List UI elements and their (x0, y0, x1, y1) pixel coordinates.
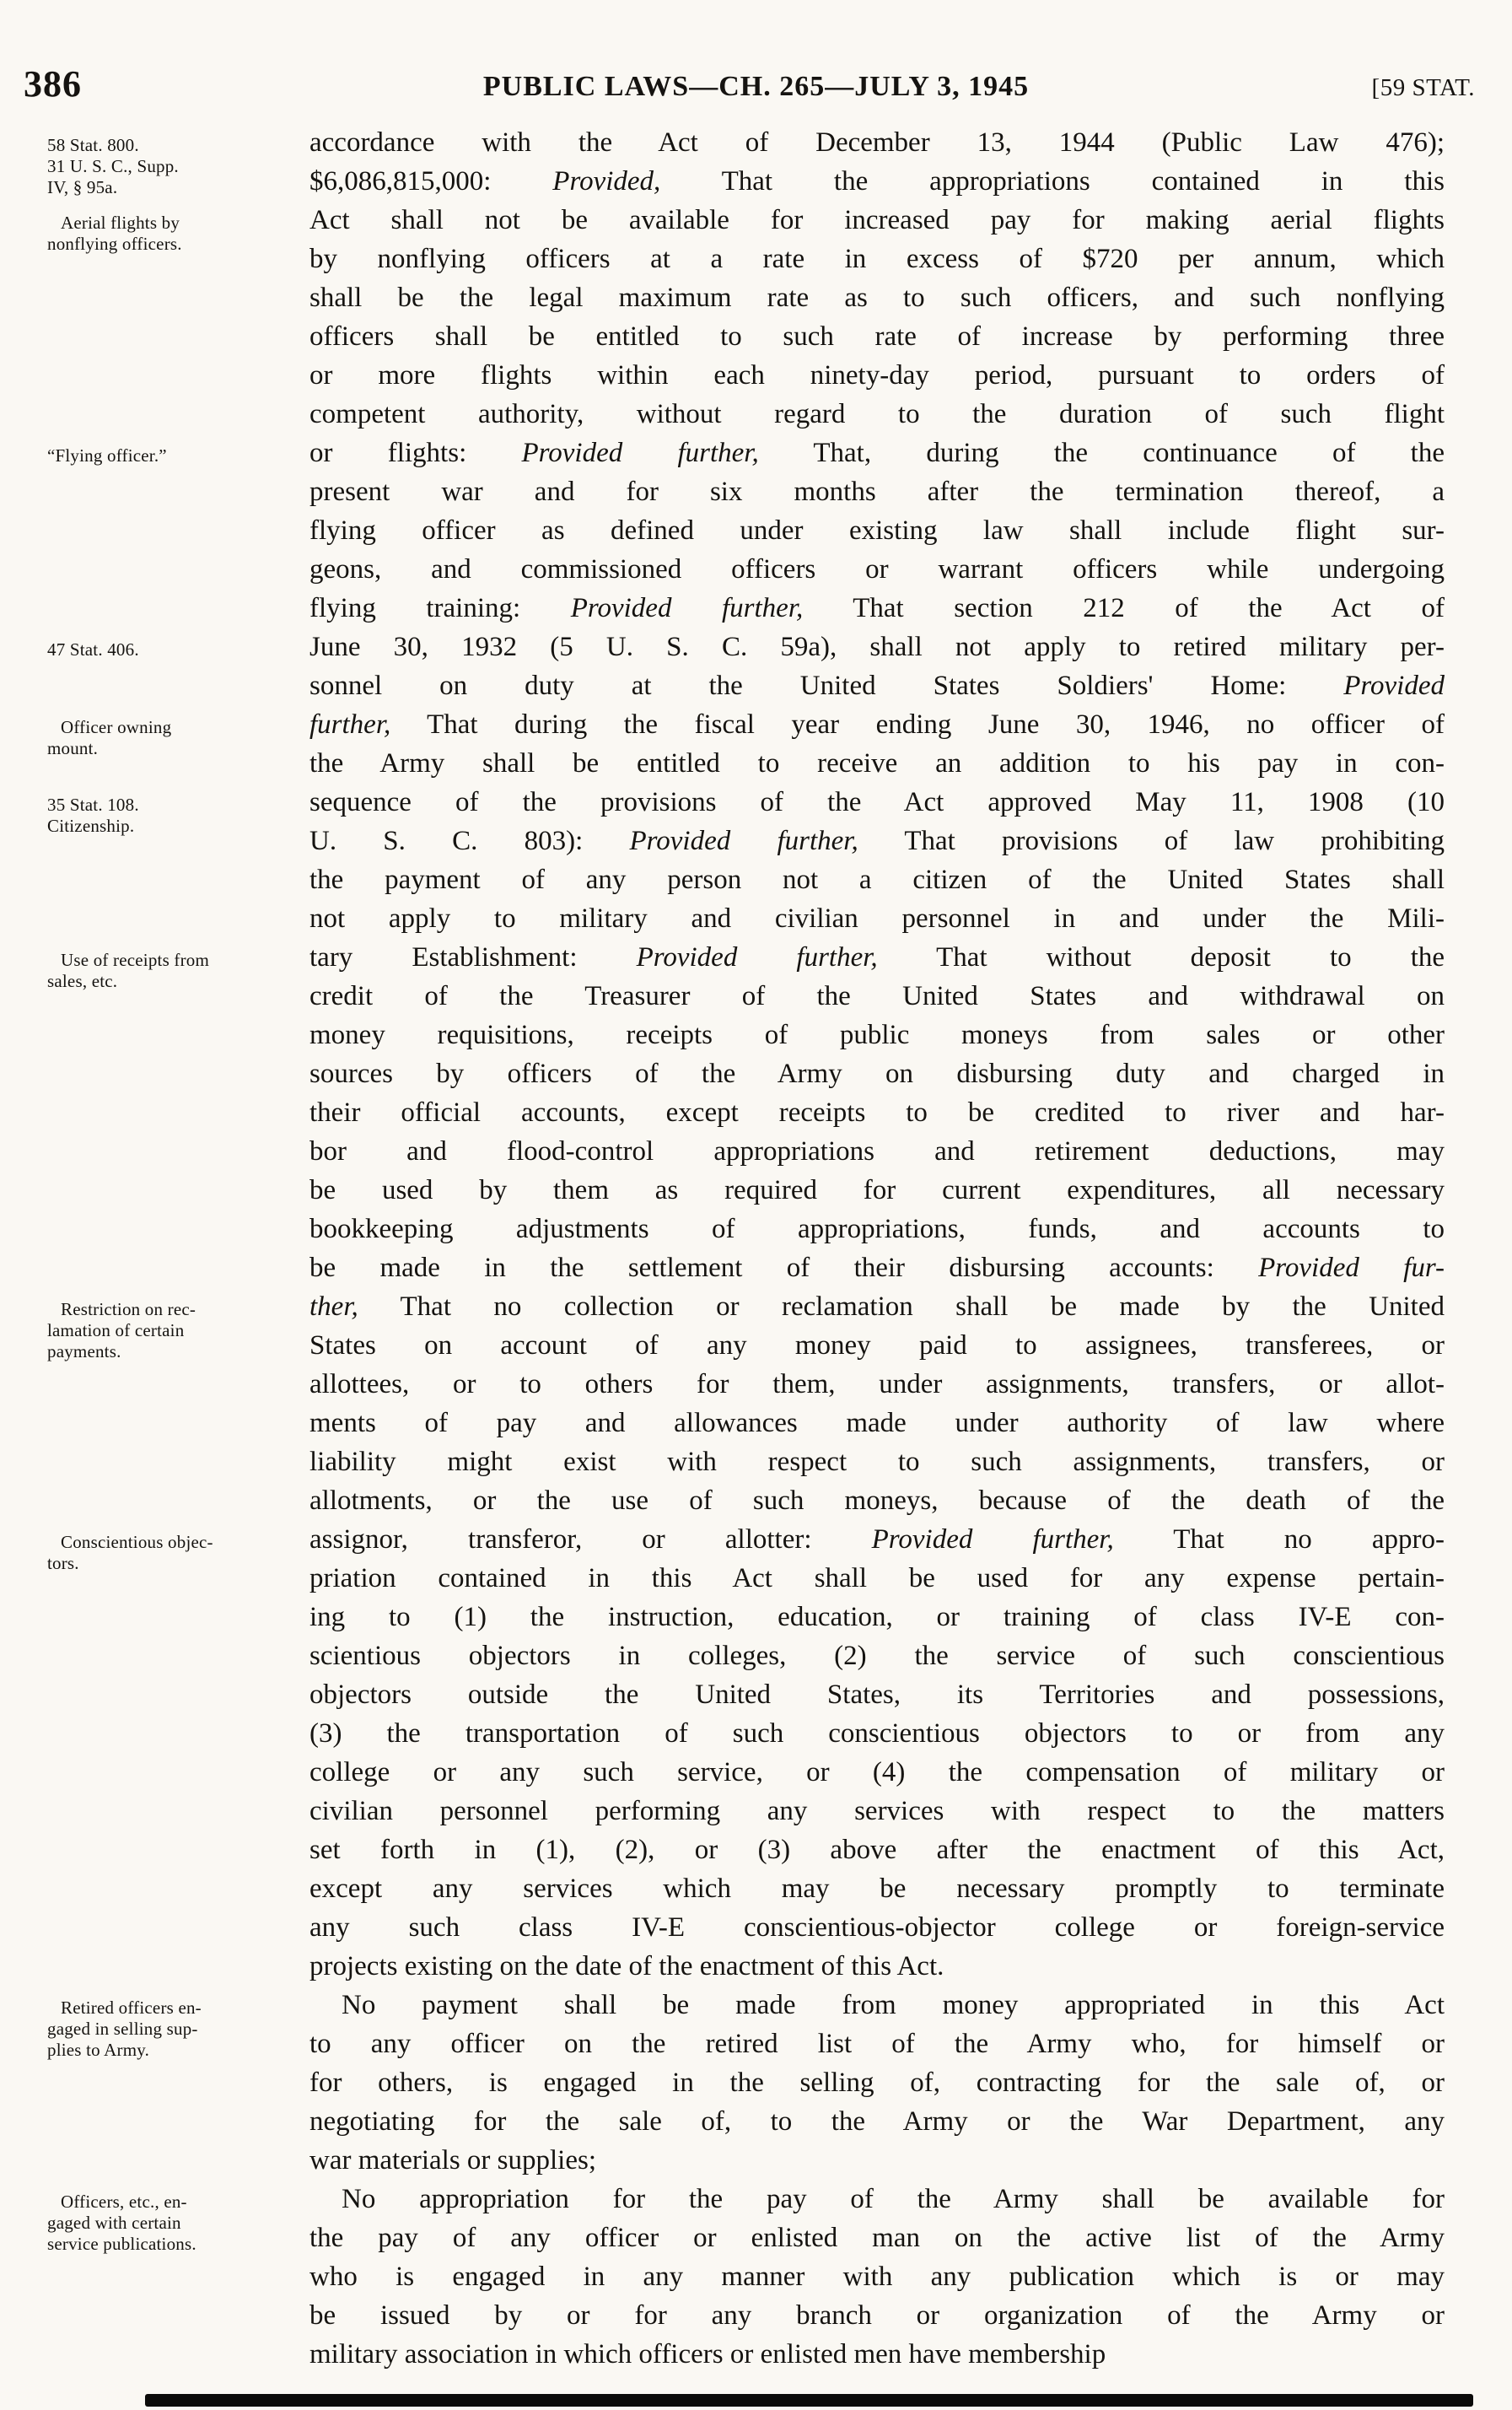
body-line: or more flights within each ninety-day period, pursuant to orders of (309, 360, 1445, 391)
body-line: not apply to military and civilian personnel in and under the Mili- (309, 903, 1445, 934)
scan-artifact-bar (145, 2394, 1473, 2407)
body-line: bor and flood-control appropriations and retirement deductions, may (309, 1136, 1445, 1167)
margin-note-line: gaged in selling sup- (47, 2019, 198, 2039)
body-line: (3) the transportation of such conscientious objectors to or from any (309, 1718, 1445, 1749)
body-line: the pay of any officer or enlisted man on the active list of the Army (309, 2223, 1445, 2253)
body-line: U. S. C. 803): Provided further, That provisions of law prohibiting (309, 826, 1445, 856)
body-line: June 30, 1932 (5 U. S. C. 59a), shall not apply to retired military per- (309, 632, 1445, 662)
margin-note-line: service publications. (47, 2234, 196, 2254)
margin-note (47, 717, 293, 759)
body-line: be made in the settlement of their disbursing accounts: Provided fur- (309, 1253, 1445, 1283)
body-line: sources by officers of the Army on disbursing duty and charged in (309, 1059, 1445, 1089)
body-line: except any services which may be necessary promptly to terminate (309, 1874, 1445, 1904)
margin-note (47, 639, 293, 660)
margin-note-line: 31 U. S. C., Supp. (47, 156, 179, 176)
margin-note-line: Retired officers en- (61, 1998, 202, 2018)
body-line: priation contained in this Act shall be used for any expense pertain- (309, 1563, 1445, 1593)
margin-note-line: tors. (47, 1553, 79, 1573)
margin-note-line: nonflying officers. (47, 234, 182, 254)
margin-note (47, 1532, 293, 1574)
body-line: Act shall not be available for increased pay for making aerial flights (309, 205, 1445, 235)
body-line: objectors outside the United States, its Territories and possessions, (309, 1679, 1445, 1710)
margin-note (47, 2192, 293, 2255)
margin-note-line: “Flying officer.” (47, 445, 167, 466)
body-line: credit of the Treasurer of the United States and withdrawal on (309, 981, 1445, 1011)
body-line: No appropriation for the pay of the Army shall be available for (342, 2184, 1445, 2214)
body-line: States on account of any money paid to assignees, transferees, or (309, 1330, 1445, 1361)
margin-note-line: Citizenship. (47, 816, 135, 836)
body-line: No payment shall be made from money appropriated in this Act (342, 1990, 1445, 2020)
body-line: sonnel on duty at the United States Soldiers' Home: Provided (309, 671, 1445, 701)
margin-note-line: mount. (47, 738, 99, 758)
body-line: shall be the legal maximum rate as to such officers, and such nonflying (309, 283, 1445, 313)
margin-note-line: payments. (47, 1341, 121, 1361)
body-line: or flights: Provided further, That, during the continuance of the (309, 438, 1445, 468)
body-line: the payment of any person not a citizen of the United States shall (309, 865, 1445, 895)
margin-note-line: IV, § 95a. (47, 177, 118, 197)
body-line: flying training: Provided further, That section 212 of the Act of (309, 593, 1445, 623)
margin-note (47, 1998, 293, 2061)
body-line: for others, is engaged in the selling of, contracting for the sale of, or (309, 2068, 1445, 2098)
page-number: 386 (24, 63, 82, 105)
margin-note (47, 1299, 293, 1362)
margin-note-line: lamation of certain (47, 1320, 185, 1340)
body-line: sequence of the provisions of the Act approved May 11, 1908 (10 (309, 787, 1445, 817)
body-line: bookkeeping adjustments of appropriations, funds, and accounts to (309, 1214, 1445, 1244)
running-header-title: PUBLIC LAWS—CH. 265—JULY 3, 1945 (482, 71, 1030, 102)
body-line: be issued by or for any branch or organization of the Army or (309, 2300, 1445, 2331)
body-line: competent authority, without regard to the duration of such flight (309, 399, 1445, 429)
body-line: the Army shall be entitled to receive an addition to his pay in con- (309, 748, 1445, 779)
body-line: tary Establishment: Provided further, That without deposit to the (309, 942, 1445, 973)
body-line: allottees, or to others for them, under assignments, transfers, or allot- (309, 1369, 1445, 1399)
body-line: ments of pay and allowances made under authority of law where (309, 1408, 1445, 1438)
margin-note (47, 213, 293, 255)
body-line: allotments, or the use of such moneys, because of the death of the (309, 1485, 1445, 1516)
body-text (309, 123, 1445, 2374)
margin-note-line: 58 Stat. 800. (47, 135, 139, 155)
margin-note-line: 47 Stat. 406. (47, 639, 139, 660)
body-line: military association in which officers or enlisted men have membership (309, 2339, 1106, 2370)
statute-volume-citation: [59 STAT. (1371, 74, 1475, 101)
margin-note (47, 950, 293, 992)
body-line: college or any such service, or (4) the compensation of military or (309, 1757, 1445, 1787)
body-line: geons, and commissioned officers or warrant officers while undergoing (309, 554, 1445, 585)
body-line: flying officer as defined under existing law shall include flight sur- (309, 515, 1445, 546)
margin-note-line: Conscientious objec- (61, 1532, 213, 1552)
body-line: present war and for six months after the termination thereof, a (309, 477, 1445, 507)
body-line: accordance with the Act of December 13, 1944 (Public Law 476); (309, 127, 1445, 158)
margin-note-line: plies to Army. (47, 2040, 150, 2060)
body-line: who is engaged in any manner with any publication which is or may (309, 2262, 1445, 2292)
margin-note-line: Aerial flights by (61, 213, 180, 233)
margin-note (47, 795, 293, 837)
body-line: $6,086,815,000: Provided, That the appropriations contained in this (309, 166, 1445, 197)
body-line: negotiating for the sale of, to the Army or the War Department, any (309, 2106, 1445, 2137)
body-line: liability might exist with respect to such assignments, transfers, or (309, 1447, 1445, 1477)
body-line: ther, That no collection or reclamation shall be made by the United (309, 1291, 1445, 1322)
body-line: be used by them as required for current expenditures, all necessary (309, 1175, 1445, 1205)
body-line: money requisitions, receipts of public moneys from sales or other (309, 1020, 1445, 1050)
body-line: projects existing on the date of the enactment of this Act. (309, 1951, 944, 1981)
margin-note-line: gaged with certain (47, 2213, 181, 2233)
body-line: officers shall be entitled to such rate of increase by performing three (309, 321, 1445, 352)
body-line: further, That during the fiscal year ending June 30, 1946, no officer of (309, 709, 1445, 740)
body-line: scientious objectors in colleges, (2) the service of such conscientious (309, 1641, 1445, 1671)
body-line: war materials or supplies; (309, 2145, 596, 2175)
margin-note-line: Use of receipts from (61, 950, 210, 970)
body-line: their official accounts, except receipts to be credited to river and har- (309, 1097, 1445, 1128)
margin-note (47, 135, 293, 198)
margin-note (47, 445, 293, 466)
margin-note-line: Officers, etc., en- (61, 2192, 187, 2212)
margin-note-line: Restriction on rec- (61, 1299, 196, 1319)
body-line: any such class IV-E conscientious-objector college or foreign-service (309, 1912, 1445, 1943)
body-line: ing to (1) the instruction, education, or training of class IV-E con- (309, 1602, 1445, 1632)
margin-note-line: sales, etc. (47, 971, 118, 991)
body-line: assignor, transferor, or allotter: Provided further, That no appro- (309, 1524, 1445, 1555)
body-line: by nonflying officers at a rate in excess of $720 per annum, which (309, 244, 1445, 274)
body-line: to any officer on the retired list of the Army who, for himself or (309, 2029, 1445, 2059)
body-line: set forth in (1), (2), or (3) above after the enactment of this Act, (309, 1835, 1445, 1865)
margin-note-line: Officer owning (61, 717, 172, 737)
body-line: civilian personnel performing any services with respect to the matters (309, 1796, 1445, 1826)
margin-note-line: 35 Stat. 108. (47, 795, 139, 815)
